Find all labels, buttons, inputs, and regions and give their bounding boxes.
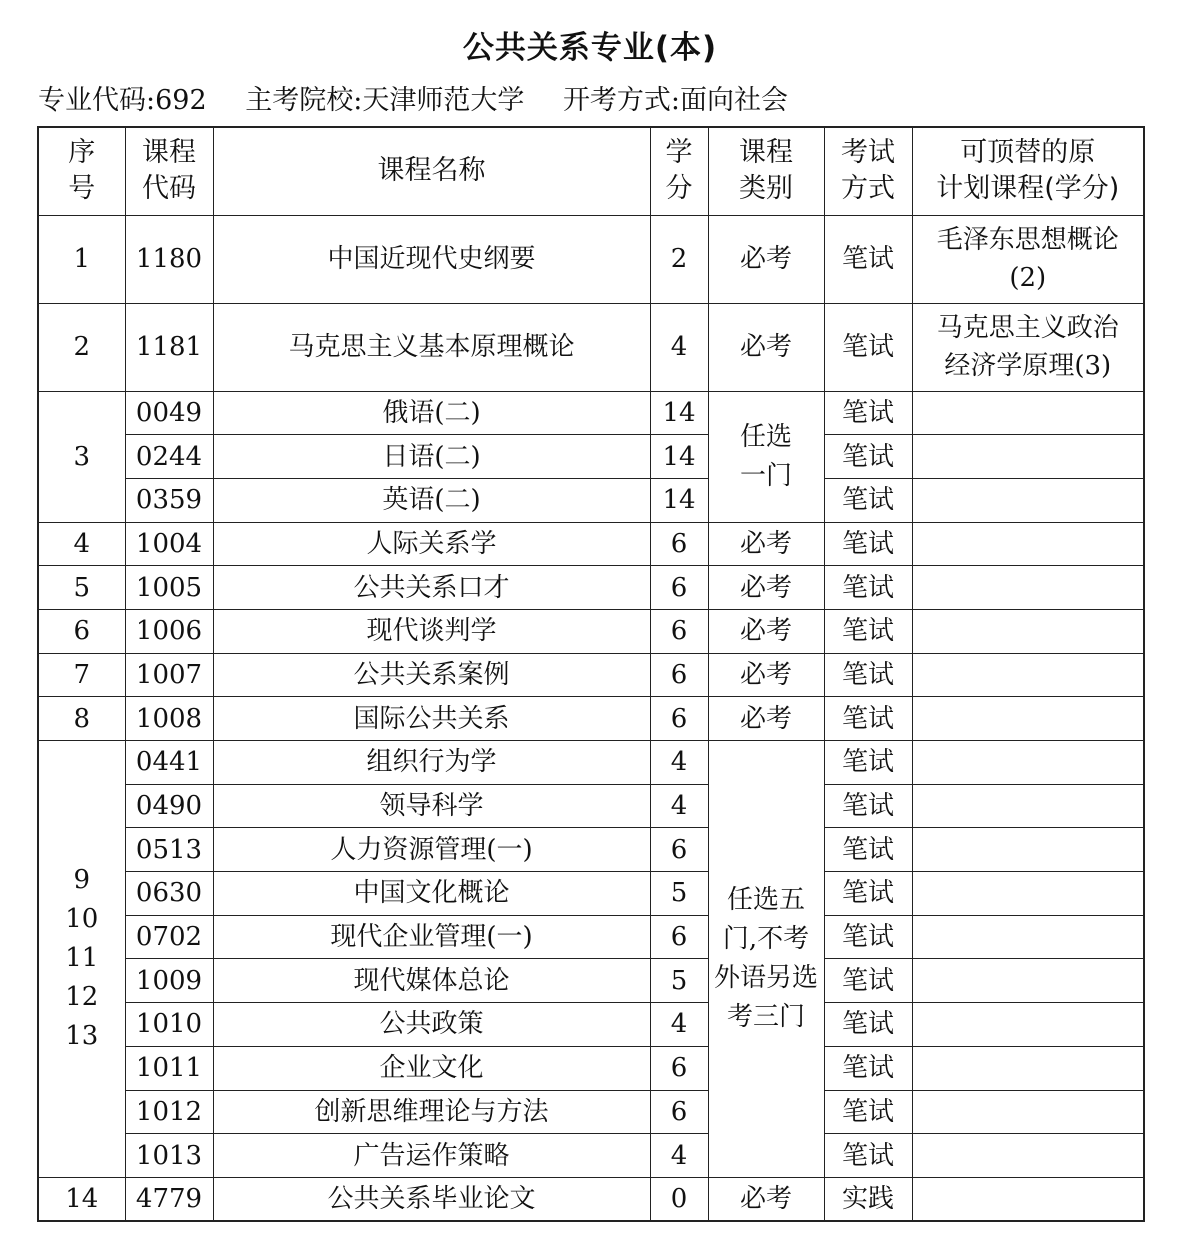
- replace-cell: [912, 1134, 1144, 1178]
- table-row: [38, 215, 1144, 303]
- host-school: 主考院校:天津师范大学: [245, 85, 525, 116]
- header-category: 课程 类别: [708, 127, 824, 215]
- exam-cell: 实践: [824, 1177, 912, 1221]
- table-row: [38, 435, 1144, 479]
- name-cell: 人际关系学: [213, 522, 650, 566]
- table-row: [38, 522, 1144, 566]
- replace-cell: [912, 653, 1144, 697]
- credit-cell: 6: [650, 1046, 708, 1090]
- credit-cell: 4: [650, 1003, 708, 1047]
- table-row: [38, 828, 1144, 872]
- category-cell: 任选五 门,不考 外语另选 考三门: [708, 741, 824, 1178]
- replace-cell: [912, 1177, 1144, 1221]
- code-cell: 1181: [125, 303, 213, 391]
- table-row: [38, 609, 1144, 653]
- major-code: 专业代码:692: [38, 85, 207, 116]
- code-cell: 0441: [125, 741, 213, 785]
- name-cell: 俄语(二): [213, 391, 650, 435]
- name-cell: 公共关系口才: [213, 566, 650, 610]
- header-seq: 序 号: [38, 127, 125, 215]
- table-header: [38, 127, 1144, 215]
- exam-cell: 笔试: [824, 1090, 912, 1134]
- table-row: [38, 1003, 1144, 1047]
- replace-cell: [912, 609, 1144, 653]
- exam-cell: 笔试: [824, 653, 912, 697]
- name-cell: 中国近现代史纲要: [213, 215, 650, 303]
- category-cell: 必考: [708, 697, 824, 741]
- course-table: [37, 126, 1145, 1222]
- seq-cell: 14: [38, 1177, 125, 1221]
- code-cell: 1011: [125, 1046, 213, 1090]
- code-cell: 0490: [125, 784, 213, 828]
- table-row: [38, 784, 1144, 828]
- credit-cell: 2: [650, 215, 708, 303]
- header-replace: 可顶替的原 计划课程(学分): [912, 127, 1144, 215]
- credit-cell: 6: [650, 653, 708, 697]
- table-row: [38, 1046, 1144, 1090]
- table-row: [38, 1177, 1144, 1221]
- credit-cell: 4: [650, 741, 708, 785]
- code-cell: 1009: [125, 959, 213, 1003]
- replace-cell: [912, 959, 1144, 1003]
- header-code: 课程 代码: [125, 127, 213, 215]
- replace-cell: [912, 566, 1144, 610]
- replace-cell: [912, 1090, 1144, 1134]
- exam-cell: 笔试: [824, 741, 912, 785]
- table-row: [38, 1134, 1144, 1178]
- credit-cell: 14: [650, 435, 708, 479]
- seq-cell: 2: [38, 303, 125, 391]
- exam-cell: 笔试: [824, 959, 912, 1003]
- name-cell: 英语(二): [213, 478, 650, 522]
- code-cell: 1010: [125, 1003, 213, 1047]
- exam-cell: 笔试: [824, 1046, 912, 1090]
- table-row: [38, 653, 1144, 697]
- exam-cell: 笔试: [824, 566, 912, 610]
- credit-cell: 4: [650, 1134, 708, 1178]
- exam-cell: 笔试: [824, 215, 912, 303]
- credit-cell: 5: [650, 959, 708, 1003]
- replace-cell: [912, 741, 1144, 785]
- major-info: [38, 78, 818, 117]
- exam-cell: 笔试: [824, 609, 912, 653]
- exam-cell: 笔试: [824, 1134, 912, 1178]
- exam-cell: 笔试: [824, 828, 912, 872]
- exam-cell: 笔试: [824, 697, 912, 741]
- seq-cell: 3: [38, 391, 125, 522]
- category-cell: 必考: [708, 215, 824, 303]
- exam-cell: 笔试: [824, 391, 912, 435]
- category-cell: 必考: [708, 1177, 824, 1221]
- replace-cell: [912, 784, 1144, 828]
- page-title: 公共关系专业(本): [462, 30, 718, 66]
- credit-cell: 6: [650, 522, 708, 566]
- code-cell: 0630: [125, 872, 213, 916]
- name-cell: 人力资源管理(一): [213, 828, 650, 872]
- exam-cell: 笔试: [824, 522, 912, 566]
- seq-cell: 1: [38, 215, 125, 303]
- replace-cell: 马克思主义政治 经济学原理(3): [912, 303, 1144, 391]
- category-cell: 必考: [708, 653, 824, 697]
- credit-cell: 6: [650, 828, 708, 872]
- credit-cell: 0: [650, 1177, 708, 1221]
- exam-mode: 开考方式:面向社会: [562, 85, 789, 116]
- table-row: [38, 566, 1144, 610]
- table-row: [38, 697, 1144, 741]
- table-row: [38, 303, 1144, 391]
- code-cell: 1006: [125, 609, 213, 653]
- category-cell: 必考: [708, 566, 824, 610]
- table-row: [38, 872, 1144, 916]
- name-cell: 公共政策: [213, 1003, 650, 1047]
- credit-cell: 6: [650, 1090, 708, 1134]
- code-cell: 1007: [125, 653, 213, 697]
- header-exam: 考试 方式: [824, 127, 912, 215]
- credit-cell: 14: [650, 391, 708, 435]
- code-cell: 1004: [125, 522, 213, 566]
- credit-cell: 14: [650, 478, 708, 522]
- name-cell: 领导科学: [213, 784, 650, 828]
- name-cell: 现代企业管理(一): [213, 915, 650, 959]
- table-row: [38, 391, 1144, 435]
- credit-cell: 6: [650, 566, 708, 610]
- seq-cell: 5: [38, 566, 125, 610]
- seq-cell: 7: [38, 653, 125, 697]
- exam-cell: 笔试: [824, 478, 912, 522]
- name-cell: 组织行为学: [213, 741, 650, 785]
- name-cell: 国际公共关系: [213, 697, 650, 741]
- table-row: [38, 959, 1144, 1003]
- table-row: [38, 478, 1144, 522]
- replace-cell: 毛泽东思想概论 (2): [912, 215, 1144, 303]
- code-cell: 0049: [125, 391, 213, 435]
- category-cell: 必考: [708, 522, 824, 566]
- replace-cell: [912, 391, 1144, 435]
- header-credit: 学 分: [650, 127, 708, 215]
- name-cell: 企业文化: [213, 1046, 650, 1090]
- replace-cell: [912, 478, 1144, 522]
- name-cell: 创新思维理论与方法: [213, 1090, 650, 1134]
- table-row: [38, 915, 1144, 959]
- replace-cell: [912, 435, 1144, 479]
- replace-cell: [912, 872, 1144, 916]
- name-cell: 马克思主义基本原理概论: [213, 303, 650, 391]
- replace-cell: [912, 1003, 1144, 1047]
- credit-cell: 6: [650, 697, 708, 741]
- name-cell: 公共关系案例: [213, 653, 650, 697]
- name-cell: 日语(二): [213, 435, 650, 479]
- replace-cell: [912, 1046, 1144, 1090]
- seq-cell: 8: [38, 697, 125, 741]
- seq-cell: 6: [38, 609, 125, 653]
- code-cell: 1005: [125, 566, 213, 610]
- exam-cell: 笔试: [824, 872, 912, 916]
- exam-cell: 笔试: [824, 784, 912, 828]
- code-cell: 4779: [125, 1177, 213, 1221]
- name-cell: 公共关系毕业论文: [213, 1177, 650, 1221]
- seq-cell: 9 10 11 12 13: [38, 741, 125, 1178]
- exam-cell: 笔试: [824, 435, 912, 479]
- code-cell: 1008: [125, 697, 213, 741]
- name-cell: 现代谈判学: [213, 609, 650, 653]
- replace-cell: [912, 915, 1144, 959]
- credit-cell: 5: [650, 872, 708, 916]
- table-row: [38, 741, 1144, 785]
- name-cell: 中国文化概论: [213, 872, 650, 916]
- code-cell: 0702: [125, 915, 213, 959]
- credit-cell: 4: [650, 784, 708, 828]
- code-cell: 1180: [125, 215, 213, 303]
- category-cell: 任选 一门: [708, 391, 824, 522]
- header-name: 课程名称: [213, 127, 650, 215]
- replace-cell: [912, 522, 1144, 566]
- category-cell: 必考: [708, 303, 824, 391]
- exam-cell: 笔试: [824, 1003, 912, 1047]
- name-cell: 现代媒体总论: [213, 959, 650, 1003]
- code-cell: 0359: [125, 478, 213, 522]
- seq-cell: 4: [38, 522, 125, 566]
- replace-cell: [912, 697, 1144, 741]
- category-cell: 必考: [708, 609, 824, 653]
- exam-cell: 笔试: [824, 915, 912, 959]
- code-cell: 0244: [125, 435, 213, 479]
- table-row: [38, 1090, 1144, 1134]
- exam-cell: 笔试: [824, 303, 912, 391]
- code-cell: 0513: [125, 828, 213, 872]
- credit-cell: 4: [650, 303, 708, 391]
- code-cell: 1012: [125, 1090, 213, 1134]
- replace-cell: [912, 828, 1144, 872]
- name-cell: 广告运作策略: [213, 1134, 650, 1178]
- credit-cell: 6: [650, 609, 708, 653]
- code-cell: 1013: [125, 1134, 213, 1178]
- credit-cell: 6: [650, 915, 708, 959]
